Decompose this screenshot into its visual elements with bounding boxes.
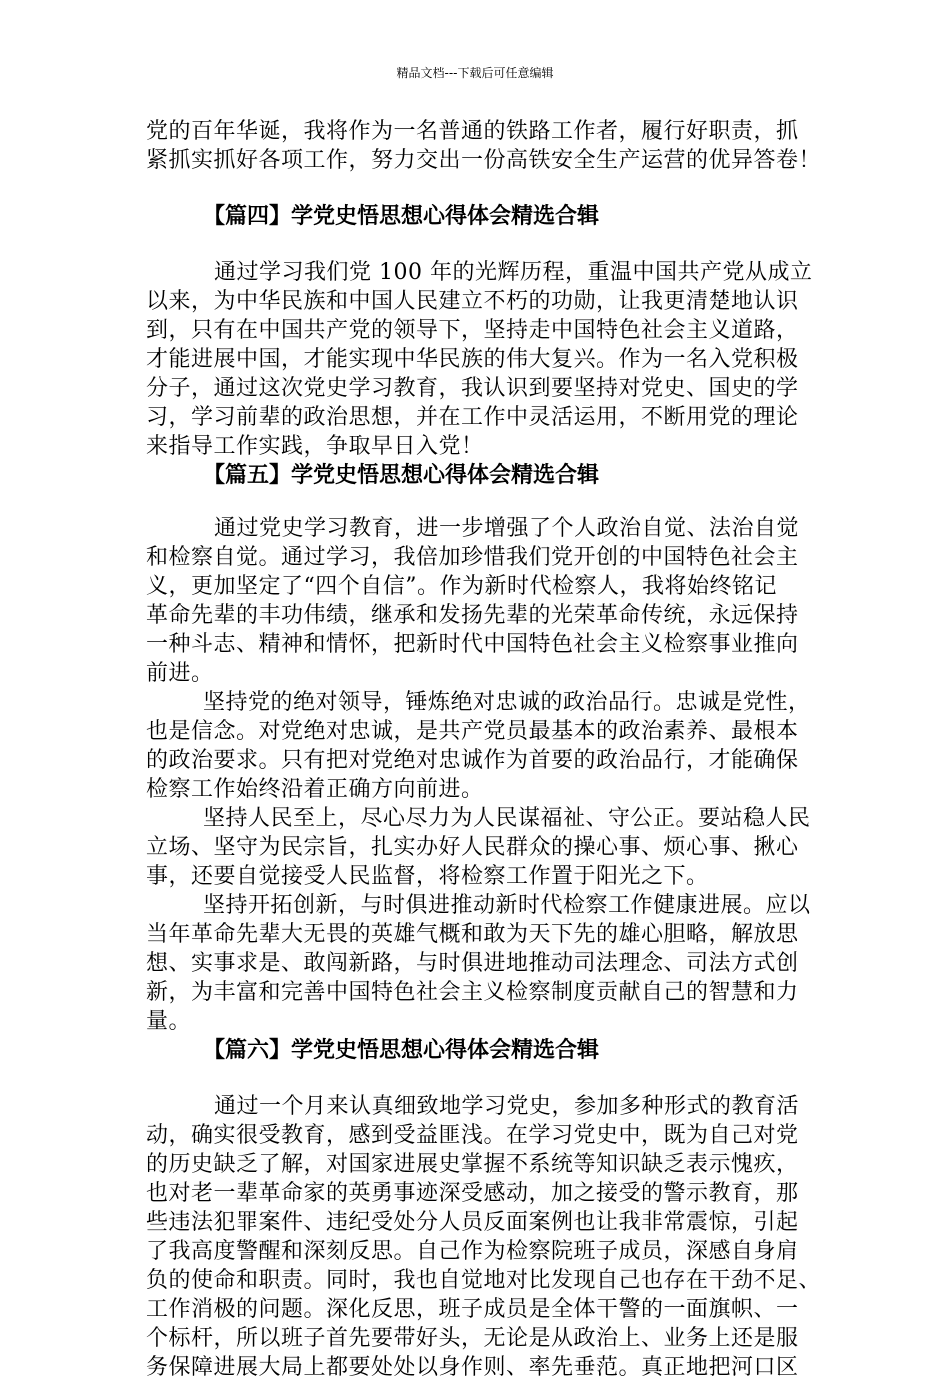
section5-paragraph-1 (146, 514, 822, 688)
text-line: 工作消极的问题。深化反思，班子成员是全体干警的一面旗帜、一 (146, 1297, 799, 1322)
text-line: 以来，为中华民族和中国人民建立不朽的功勋，让我更清楚地认识 (146, 289, 799, 314)
text-line: 也对老一辈革命家的英勇事迹深受感动，加之接受的警示教育，那 (146, 1181, 799, 1206)
text-line: 当年革命先辈大无畏的英雄气概和敢为天下先的雄心胆略，解放思 (146, 922, 799, 947)
text-line: 来指导工作实践，争取早日入党！ (146, 434, 484, 459)
text-line: 量。 (146, 1009, 192, 1034)
intro-paragraph (146, 117, 822, 175)
text-line: 个标杆，所以班子首先要带好头，无论是从政治上、业务上还是服 (146, 1326, 799, 1351)
section-heading-6: 【篇六】学党史悟思想心得体会精选合辑 (203, 1037, 600, 1063)
text-line: 事，还要自觉接受人民监督，将检察工作置于阳光之下。 (146, 864, 709, 889)
text-line: 新，为丰富和完善中国特色社会主义检察制度贡献自己的智慧和力 (146, 980, 799, 1005)
text-line: 和检察自觉。通过学习，我倍加珍惜我们党开创的中国特色社会主 (146, 545, 799, 570)
text-line: 些违法犯罪案件、违纪受处分人员反面案例也让我非常震惊，引起 (146, 1210, 799, 1235)
text-line: 务保障进展大局上都要处处以身作则、率先垂范。真正地把河口区 (146, 1355, 799, 1380)
text-line: 的历史缺乏了解，对国家进展史掌握不系统等知识缺乏表示愧疚， (146, 1152, 799, 1177)
page-header: 精品文档---下载后可任意编辑 (396, 66, 554, 80)
text-line: 动，确实很受教育，感到受益匪浅。在学习党史中，既为自己对党 (146, 1123, 799, 1148)
text-line: 才能进展中国，才能实现中华民族的伟大复兴。作为一名入党积极 (146, 347, 799, 372)
text-line: 革命先辈的丰功伟绩，继承和发扬先辈的光荣革命传统，永远保持 (146, 603, 799, 628)
text-line: 通过党史学习教育，进一步增强了个人政治自觉、法治自觉 (214, 516, 800, 541)
text-line: 的政治要求。只有把对党绝对忠诚作为首要的政治品行，才能确保 (146, 748, 799, 773)
text-line: 坚持党的绝对领导，锤炼绝对忠诚的政治品行。忠诚是党性， (203, 690, 811, 715)
section6-paragraph-1 (146, 1092, 822, 1382)
section5-paragraph-3 (146, 804, 822, 891)
text-line: 想、实事求是、敢闯新路，与时俱进地推动司法理念、司法方式创 (146, 951, 799, 976)
text-line: 坚持人民至上，尽心尽力为人民谋福祉、守公正。要站稳人民 (203, 806, 811, 831)
text-line: 义，更加坚定了“四个自信”。作为新时代检察人，我将始终铭记 (146, 574, 777, 599)
text-line: 立场、坚守为民宗旨，扎实办好人民群众的操心事、烦心事、揪心 (146, 835, 799, 860)
text-line: 也是信念。对党绝对忠诚，是共产党员最基本的政治素养、最根本 (146, 719, 799, 744)
text-line: 紧抓实抓好各项工作，努力交出一份高铁安全生产运营的优异答卷！ (146, 148, 822, 173)
text-line: 党的百年华诞，我将作为一名普通的铁路工作者，履行好职责，抓 (146, 119, 799, 144)
text-line: 坚持开拓创新，与时俱进推动新时代检察工作健康进展。应以 (203, 893, 811, 918)
text-line: 通过一个月来认真细致地学习党史，参加多种形式的教育活 (214, 1094, 800, 1119)
text-line: 了我高度警醒和深刻反思。自己作为检察院班子成员，深感自身肩 (146, 1239, 799, 1264)
section5-paragraph-2 (146, 688, 822, 804)
text-line: 前进。 (146, 661, 214, 686)
text-line: 到，只有在中国共产党的领导下，坚持走中国特色社会主义道路， (146, 318, 799, 343)
text-line: 分子，通过这次党史学习教育，我认识到要坚持对党史、国史的学 (146, 376, 799, 401)
text-line: 通过学习我们党 100 年的光辉历程，重温中国共产党从成立 (214, 260, 813, 285)
section-heading-5: 【篇五】学党史悟思想心得体会精选合辑 (203, 462, 600, 488)
section4-paragraph-1 (146, 258, 822, 461)
section-heading-4: 【篇四】学党史悟思想心得体会精选合辑 (203, 203, 600, 229)
text-line: 一种斗志、精神和情怀，把新时代中国特色社会主义检察事业推向 (146, 632, 799, 657)
section5-paragraph-4 (146, 891, 822, 1036)
text-line: 习，学习前辈的政治思想，并在工作中灵活运用，不断用党的理论 (146, 405, 799, 430)
document-body (146, 117, 822, 1382)
text-line: 检察工作始终沿着正确方向前进。 (146, 777, 484, 802)
text-line: 负的使命和职责。同时，我也自觉地对比发现自己也存在干劲不足、 (146, 1268, 822, 1293)
